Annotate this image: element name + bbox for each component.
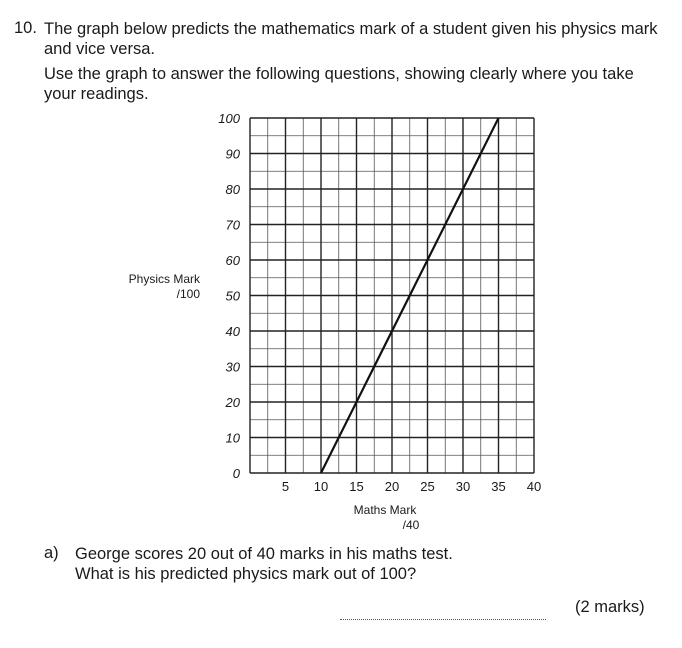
- y-tick-label: 0: [232, 466, 240, 481]
- x-axis-label-unit: /40: [402, 518, 420, 532]
- part-a-letter: a): [44, 544, 59, 562]
- y-tick-label: 70: [225, 217, 240, 233]
- y-tick-label: 10: [225, 430, 240, 446]
- y-tick-label: 100: [218, 111, 240, 126]
- y-axis-label: [108, 272, 200, 302]
- y-tick-label: 20: [225, 395, 240, 410]
- y-axis-label-text: Physics Mark: [128, 272, 200, 286]
- x-tick-label: 30: [455, 479, 471, 494]
- y-tick-label: 50: [225, 288, 240, 304]
- x-tick-labels: [282, 479, 541, 494]
- y-tick-label: 90: [225, 146, 240, 162]
- x-tick-label: 10: [313, 479, 329, 494]
- y-tick-label: 60: [225, 253, 240, 268]
- x-tick-label: 20: [384, 479, 400, 494]
- x-axis-label-text: Maths Mark: [353, 503, 417, 517]
- x-axis-label: [340, 503, 430, 533]
- answer-line[interactable]: [340, 619, 546, 620]
- marks-label: (2 marks): [575, 598, 645, 616]
- part-a-line-2: What is his predicted physics mark out of 100?: [75, 565, 417, 583]
- x-tick-label: 35: [491, 479, 506, 494]
- x-tick-label: 40: [526, 479, 542, 494]
- y-tick-label: 40: [225, 324, 240, 339]
- question-intro: The graph below predicts the mathematics mark of a student given his physics mark and vice versa.: [44, 20, 658, 58]
- y-tick-label: 30: [225, 359, 240, 375]
- x-tick-label: 25: [420, 479, 435, 494]
- y-tick-labels: [218, 111, 240, 481]
- y-axis-label-unit: /100: [176, 287, 200, 301]
- part-a-line-1: George scores 20 out of 40 marks in his maths test.: [75, 545, 453, 563]
- x-tick-label: 15: [349, 479, 364, 494]
- part-a-question: [75, 544, 595, 584]
- y-tick-label: 80: [225, 182, 240, 197]
- question-number: 10.: [14, 19, 37, 37]
- question-instruction: Use the graph to answer the following questions, showing clearly where you take your readings.: [44, 65, 634, 103]
- x-tick-label: 5: [281, 479, 290, 494]
